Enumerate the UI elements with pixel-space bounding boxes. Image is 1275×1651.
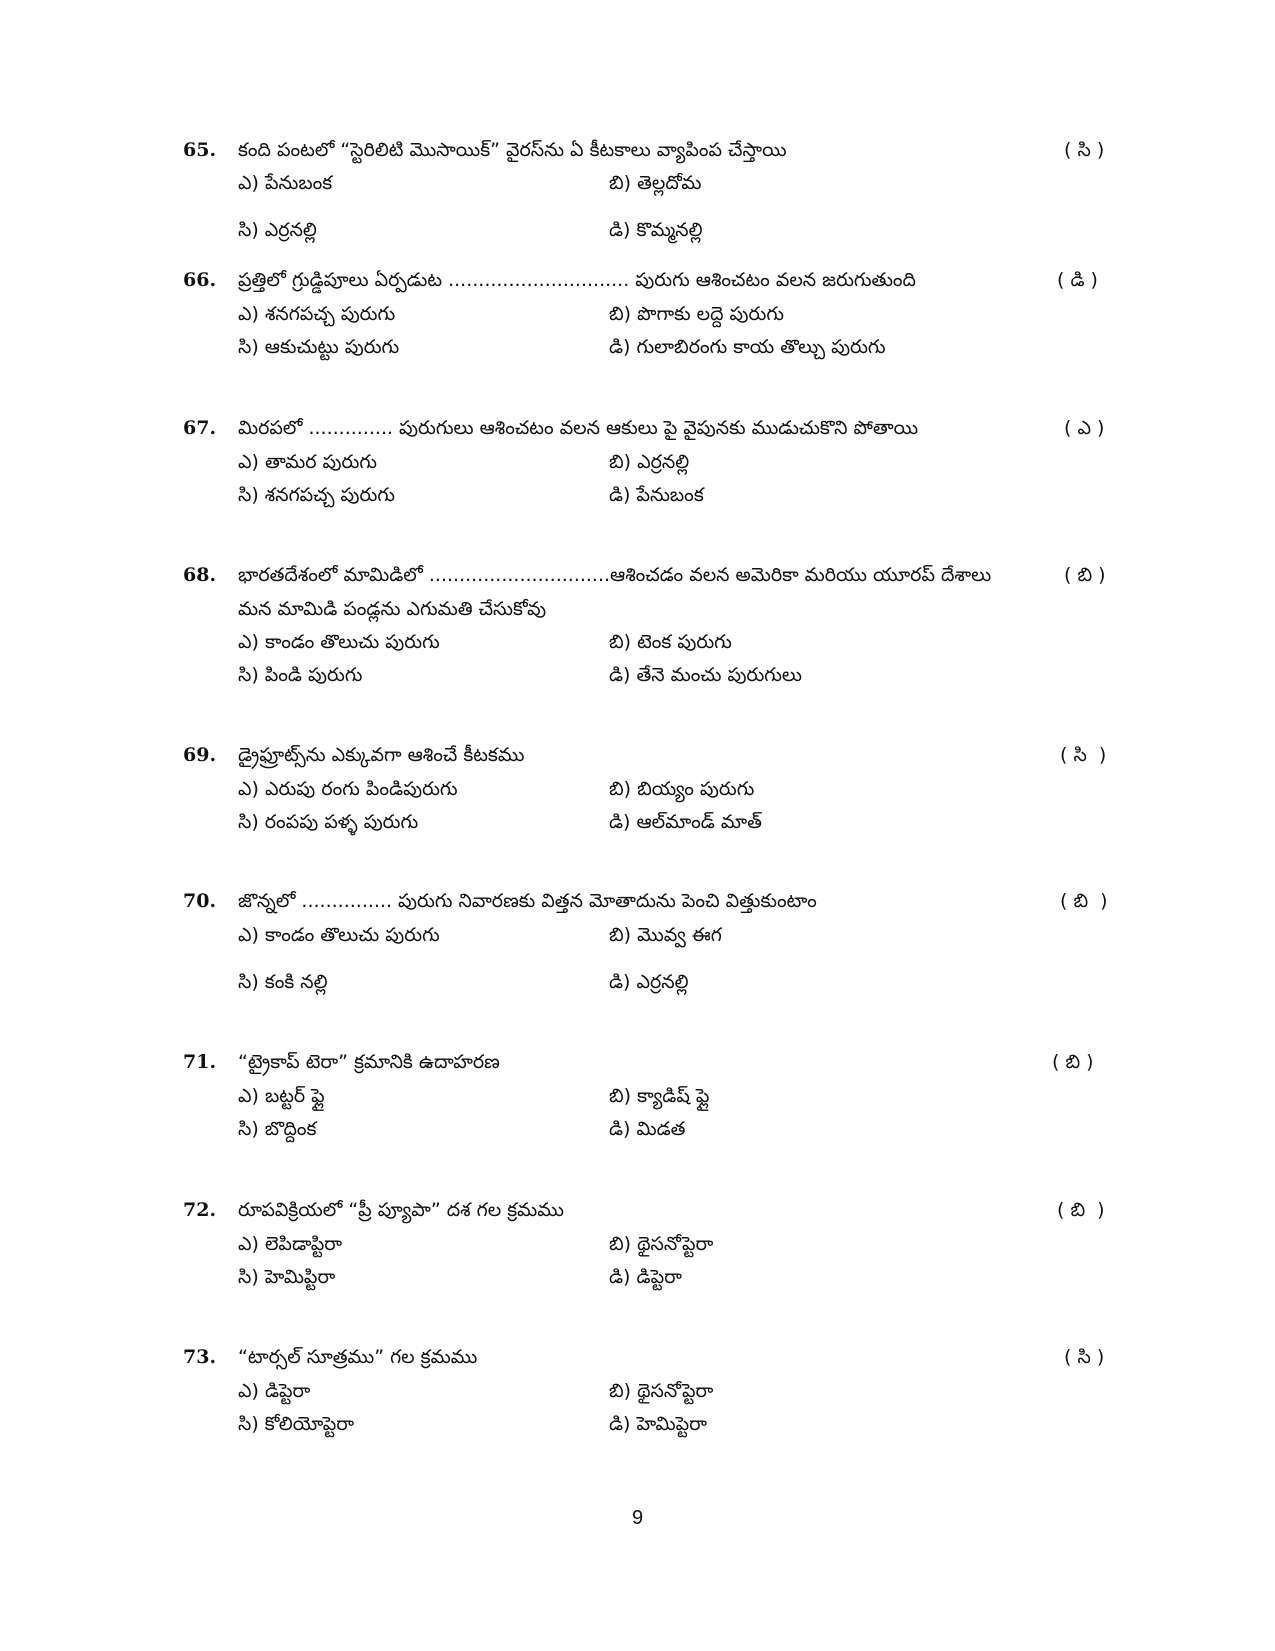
option-b: బి) మొవ్వ ఈగ <box>609 924 722 946</box>
option-b: బి) క్యాడిష్ ఫ్లై <box>609 1085 710 1107</box>
option-c: సి) బొద్దింక <box>238 1118 317 1140</box>
answer-key: ( సి ) <box>1060 744 1107 766</box>
option-a: ఎ) కాండం తొలుచు పురుగు <box>238 924 440 946</box>
answer-key: ( బి ) <box>1064 564 1106 586</box>
option-a: ఎ) బట్టర్ ఫ్లై <box>238 1085 325 1107</box>
question-number: 71. <box>183 1051 217 1073</box>
answer-key: ( ఎ ) <box>1064 417 1105 439</box>
option-c: సి) ఆకుచుట్టు పురుగు <box>238 336 400 358</box>
answer-key: ( సి ) <box>1064 1346 1105 1368</box>
answer-key: ( బి ) <box>1057 1199 1105 1221</box>
option-d: డి) పేనుబంక <box>609 484 704 506</box>
option-a: ఎ) కాండం తొలుచు పురుగు <box>238 631 440 653</box>
question-text: “ట్రైకాప్ టెరా” క్రమానికి ఉదాహరణ <box>238 1051 500 1073</box>
page-number: 9 <box>631 1507 644 1529</box>
option-d: డి) గులాబిరంగు కాయ తొల్చు పురుగు <box>609 336 886 358</box>
option-c: సి) హెమిప్టిరా <box>238 1266 336 1288</box>
option-d: డి) మిడత <box>609 1118 686 1140</box>
question-text: డ్రైఫ్రూట్స్‌ను ఎక్కువగా ఆశించే కీటకము <box>238 744 525 766</box>
question-number: 70. <box>183 890 217 912</box>
option-b: బి) బియ్యం పురుగు <box>609 778 755 800</box>
question-text: కంది పంటలో “స్టెరిలిటి మొసాయిక్” వైరస్‌ను ఏ కీటకాలు వ్యాపింప చేస్తాయి <box>238 139 787 161</box>
option-c: సి) ఎర్రనల్లి <box>238 219 317 241</box>
option-a: ఎ) లెపిడాప్టిరా <box>238 1233 343 1255</box>
option-a: ఎ) ఎరుపు రంగు పిండిపురుగు <box>238 778 458 800</box>
option-b: బి) తెల్లదోమ <box>609 172 702 194</box>
question-number: 67. <box>183 417 217 439</box>
question-number: 66. <box>183 269 217 291</box>
question-number: 65. <box>183 139 217 161</box>
question-text: రూపవిక్రియలో “ప్రీ ప్యూపా” దశ గల క్రమము <box>238 1199 564 1221</box>
option-d: డి) హెమిప్టెరా <box>609 1413 707 1435</box>
question-text: ప్రత్తిలో గ్రుడ్డిపూలు ఏర్పడుట .............................. పురుగు ఆశించటం వలన జరుగుతుంది <box>238 269 916 291</box>
question-text: మిరపలో .............. పురుగులు ఆశించటం వలన ఆకులు పై వైపునకు ముడుచుకొని పోతాయి <box>238 417 919 439</box>
option-a: ఎ) డిప్టెరా <box>238 1380 311 1402</box>
option-c: సి) కంకి నల్లి <box>238 971 328 993</box>
question-text: “టార్సల్ సూత్రము” గల క్రమము <box>238 1346 478 1368</box>
option-b: బి) థైసనోప్టెరా <box>609 1233 714 1255</box>
option-b: బి) టెంక పురుగు <box>609 631 732 653</box>
option-b: బి) ఎర్రనల్లి <box>609 451 690 473</box>
option-d: డి) కొమ్మనల్లి <box>609 219 703 241</box>
question-number: 72. <box>183 1199 217 1221</box>
answer-key: ( బి ) <box>1060 890 1108 912</box>
option-b: బి) థైసనోప్టెరా <box>609 1380 714 1402</box>
option-c: సి) కోలియోప్టెరా <box>238 1413 355 1435</box>
question-text: భారతదేశంలో మామిడిలో ..............................ఆశించడం వలన అమెరికా మరియు యూరప్ దేశాలు మన మామిడి పండ్లను ఎగుమతి చేసుకోవు <box>238 564 992 620</box>
question-number: 73. <box>183 1346 217 1368</box>
option-a: ఎ) శనగపచ్చ పురుగు <box>238 303 396 325</box>
option-d: డి) ఎర్రనల్లి <box>609 971 689 993</box>
option-d: డి) డిప్టెరా <box>609 1266 682 1288</box>
question-number: 68. <box>183 564 217 586</box>
answer-key: ( డి ) <box>1057 269 1098 291</box>
option-a: ఎ) పేనుబంక <box>238 172 333 194</box>
option-c: సి) పిండి పురుగు <box>238 664 363 686</box>
option-b: బి) పొగాకు లద్దె పురుగు <box>609 303 784 325</box>
option-c: సి) శనగపచ్చ పురుగు <box>238 484 395 506</box>
option-d: డి) తేనె మంచు పురుగులు <box>609 664 802 686</box>
option-c: సి) రంపపు పళ్ళ పురుగు <box>238 811 419 833</box>
option-d: డి) ఆల్‌మాండ్ మాత్ <box>609 811 762 833</box>
question-number: 69. <box>183 744 217 766</box>
option-a: ఎ) తామర పురుగు <box>238 451 378 473</box>
answer-key: ( సి ) <box>1064 139 1105 161</box>
question-text: జొన్నలో ............... పురుగు నివారణకు విత్తన మోతాదును పెంచి విత్తుకుంటాం <box>238 890 817 912</box>
answer-key: ( బి ) <box>1052 1051 1094 1073</box>
